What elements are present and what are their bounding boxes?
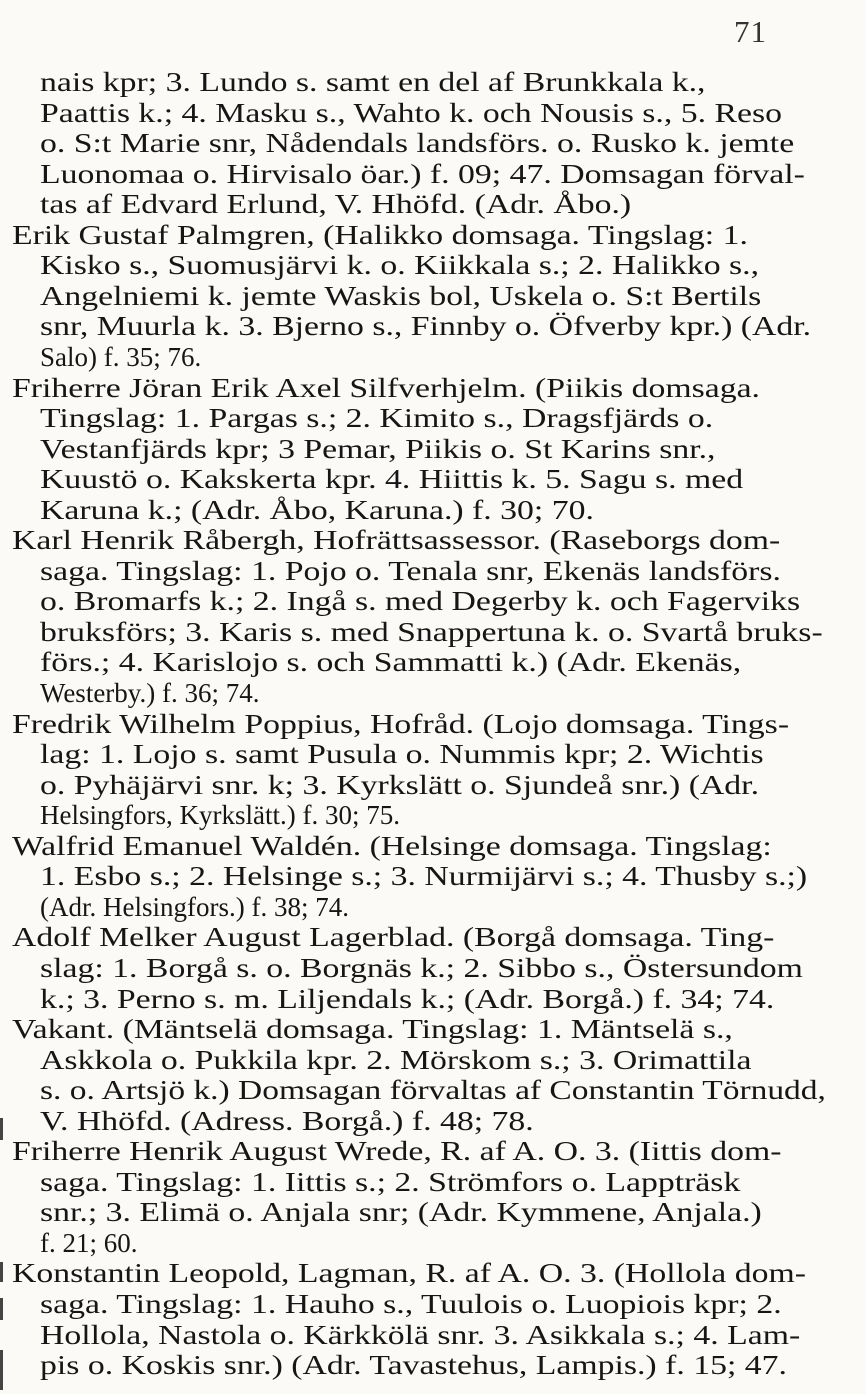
text-line: Tingslag: 1. Pargas s.; 2. Kimito s., Dragsfjärds o. xyxy=(40,403,714,434)
text-line: pis o. Koskis snr.) (Adr. Tavastehus, Lampis.) f. 15; 47. xyxy=(40,1350,787,1381)
text-line: o. S:t Marie snr, Nådendals landsförs. o. Rusko k. jemte xyxy=(40,128,795,159)
text-line: (Adr. Helsingfors.) f. 38; 74. xyxy=(40,891,349,922)
text-line: snr, Muurla k. 3. Bjerno s., Finnby o. Öfverby kpr.) (Adr. xyxy=(40,311,812,342)
text-line: Salo) f. 35; 76. xyxy=(40,341,202,372)
entry-start-line: Konstantin Leopold, Lagman, R. af A. O. 3. (Hollola dom- xyxy=(12,1258,806,1289)
text-line: Paattis k.; 4. Masku s., Wahto k. och Nousis s., 5. Reso xyxy=(40,97,782,128)
page-number: 71 xyxy=(734,14,767,49)
text-line: Karuna k.; (Adr. Åbo, Karuna.) f. 30; 70. xyxy=(40,494,594,525)
text-line: Hollola, Nastola o. Kärkkölä snr. 3. Asikkala s.; 4. Lam- xyxy=(40,1319,801,1350)
text-line: saga. Tingslag: 1. Pojo o. Tenala snr, Ekenäs landsförs. xyxy=(40,555,781,586)
entry-start-line: Adolf Melker August Lagerblad. (Borgå domsaga. Ting- xyxy=(12,922,775,953)
text-line: Kuustö o. Kakskerta kpr. 4. Hiittis k. 5. Sagu s. med xyxy=(40,464,744,495)
text-line: k.; 3. Perno s. m. Liljendals k.; (Adr. Borgå.) f. 34; 74. xyxy=(40,983,775,1014)
text-line: saga. Tingslag: 1. Hauho s., Tuulois o. Luopiois kpr; 2. xyxy=(40,1289,782,1319)
text-line: saga. Tingslag: 1. Iittis s.; 2. Strömfors o. Lappträsk xyxy=(40,1166,741,1197)
scan-edge-mark xyxy=(0,1118,3,1140)
scan-edge-mark xyxy=(0,1262,3,1282)
text-line: V. Hhöfd. (Adress. Borgå.) f. 48; 78. xyxy=(40,1105,534,1136)
text-line: nais kpr; 3. Lundo s. samt en del af Brunkkala k., xyxy=(40,67,706,97)
entry-start-line: Vakant. (Mäntselä domsaga. Tingslag: 1. Mäntselä s., xyxy=(12,1014,733,1045)
entry-start-line: Karl Henrik Råbergh, Hofrättsassessor. (Raseborgs dom- xyxy=(12,525,781,556)
text-line: Angelniemi k. jemte Waskis bol, Uskela o. S:t Bertils xyxy=(40,280,762,311)
text-line: Westerby.) f. 36; 74. xyxy=(40,678,260,708)
text-line: s. o. Artsjö k.) Domsagan förvaltas af Constantin Törnudd, xyxy=(40,1075,826,1106)
text-line: o. Pyhäjärvi snr. k; 3. Kyrkslätt o. Sjundeå snr.) (Adr. xyxy=(40,769,760,800)
text-line: Kisko s., Suomusjärvi k. o. Kiikkala s.; 2. Halikko s., xyxy=(40,250,760,281)
entry-start-line: Friherre Henrik August Wrede, R. af A. O. 3. (Iittis dom- xyxy=(12,1136,782,1167)
entry-start-line: Erik Gustaf Palmgren, (Halikko domsaga. Tingslag: 1. xyxy=(12,219,748,250)
scan-edge-mark xyxy=(0,1350,3,1390)
text-line: Askkola o. Pukkila kpr. 2. Mörskom s.; 3. Orimattila xyxy=(40,1044,752,1075)
text-line: Luonomaa o. Hirvisalo öar.) f. 09; 47. Domsagan förval- xyxy=(40,158,805,189)
scan-edge-mark xyxy=(0,1298,3,1320)
text-line: snr.; 3. Elimä o. Anjala snr; (Adr. Kymmene, Anjala.) xyxy=(40,1197,762,1228)
text-line: förs.; 4. Karislojo s. och Sammatti k.) (Adr. Ekenäs, xyxy=(40,647,742,678)
text-line: lag: 1. Lojo s. samt Pusula o. Nummis kpr; 2. Wichtis xyxy=(40,739,764,770)
entry-start-line: Walfrid Emanuel Waldén. (Helsinge domsaga. Tingslag: xyxy=(12,830,772,861)
entry-start-line: Fredrik Wilhelm Poppius, Hofråd. (Lojo domsaga. Tings- xyxy=(12,708,790,739)
text-line: slag: 1. Borgå s. o. Borgnäs k.; 2. Sibbo s., Östersundom xyxy=(40,952,803,983)
text-line: Helsingfors, Kyrkslätt.) f. 30; 75. xyxy=(40,800,400,831)
text-line: f. 21; 60. xyxy=(40,1227,138,1258)
text-line: tas af Edvard Erlund, V. Hhöfd. (Adr. Åbo.) xyxy=(40,189,632,220)
text-line: Vestanfjärds kpr; 3 Pemar, Piikis o. St Karins snr., xyxy=(40,433,716,464)
entry-start-line: Friherre Jöran Erik Axel Silfverhjelm. (Piikis domsaga. xyxy=(12,372,760,403)
text-line: bruksförs; 3. Karis s. med Snappertuna k. o. Svartå bruks- xyxy=(40,616,823,647)
text-line: o. Bromarfs k.; 2. Ingå s. med Degerby k. och Fagerviks xyxy=(40,586,801,617)
text-line: 1. Esbo s.; 2. Helsinge s.; 3. Nurmijärvi s.; 4. Thusby s.;) xyxy=(40,861,808,892)
